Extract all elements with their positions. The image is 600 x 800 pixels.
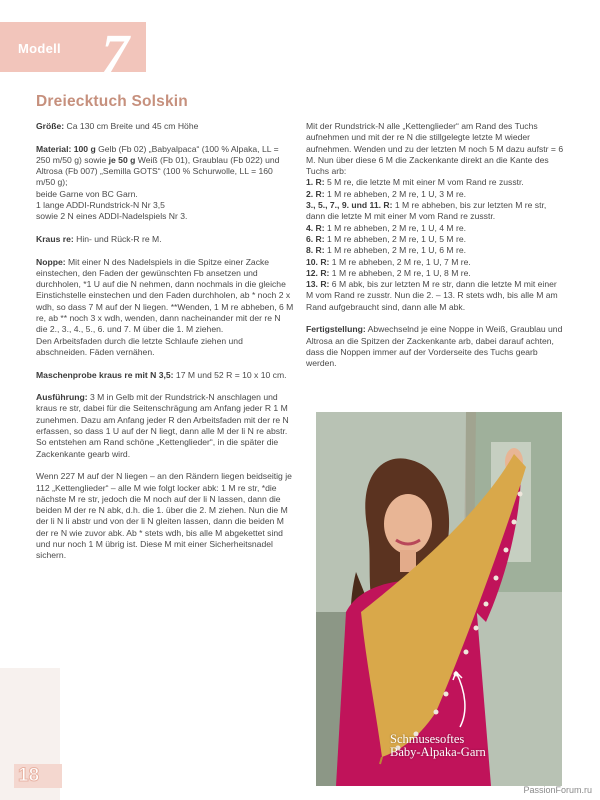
- row-text: 1 M re abheben, 2 M re, 1 U, 3 M re.: [324, 188, 467, 199]
- watermark: PassionForum.ru: [523, 785, 592, 795]
- row-instruction: [306, 234, 466, 244]
- material-needle-2: sowie 2 N eines ADDI-Nadelspiels Nr 3.: [36, 211, 188, 222]
- caption-line-2: Baby-Alpaka-Garn: [390, 745, 486, 759]
- execution-paragraph: [36, 392, 294, 460]
- row-label: 13. R:: [306, 279, 330, 290]
- edging-intro-text: Mit der Rundstrick-N alle „Kettenglieder“ am Rand des Tuchs aufnehmen und mit der re N die stillgelegte letzte M wieder aufnehmen. Wenden und zu der letzten M noch 5 M dazu aufstr = 6 M. Nun über diese 6 M die Zackenkante direkt an die Kante des Tuchs arb:: [306, 121, 564, 177]
- row-text: 1 M re abheben, 2 M re, 1 U, 8 M re.: [329, 267, 471, 278]
- finishing-text: Abwechselnd je eine Noppe in Weiß, Graublau und Altrosa an die Spitzen der Zackenkante arb, dabei darauf achten, dass die Noppen immer auf der Vorderseite des Tuchs gearb werden.: [306, 324, 563, 369]
- row-instruction: [306, 257, 471, 267]
- bind-off-text: Wenn 227 M auf der N liegen – an den Rändern liegen beidseitig je 112 „Kettenglieder“ – alle M wie folgt locker abk: 1 M re str, *die nächste M re str, jedoch die M noch auf der li N lassen, dann die beiden M der re N abk, d.h. die 1. über die 2. M ziehen. Nun die M der li N li abstr und von der li N gleiten lassen, dann die beiden M der re N wie zuvor abk. Ab * stets wdh, bis alle M abgekettet sind und nur noch 1 M übrig ist. Diese M mit einer Sicherheitsnadel sichern.: [36, 471, 292, 561]
- material-text: Gelb (Fb 02) „Babyalpaca“ (100 % Alpaka, LL = 250 m/50 g) sowie: [36, 143, 279, 165]
- material-label: Material:: [36, 143, 72, 154]
- row-text: 1 M re abheben, 2 M re, 1 U, 5 M re.: [324, 233, 467, 244]
- size-label: Größe:: [36, 121, 65, 131]
- page-number: [14, 764, 62, 788]
- noppe-text-2: Den Arbeitsfaden durch die letzte Schlaufe ziehen und abschneiden. Fäden vernähen.: [36, 335, 243, 357]
- material-needle-1: 1 lange ADDI-Rundstrick-N Nr 3,5: [36, 200, 165, 211]
- size-text: Ca 130 cm Breite und 45 cm Höhe: [64, 121, 199, 131]
- instructions-left-column: [36, 121, 294, 573]
- material-text-2: Weiß (Fb 01), Graublau (Fb 022) und Altrosa (Fb 007) „Semilla GOTS“ (100 % Schurwolle, LL = 160 m/50 g);: [36, 154, 280, 188]
- row-label: 4. R:: [306, 222, 325, 233]
- finishing-paragraph: [306, 324, 564, 369]
- material-paragraph: [36, 144, 294, 223]
- material-amount: 100 g: [71, 143, 96, 154]
- row-text: 1 M re abheben, bis zur letzten M re str, dann die letzte M mit einer M vom Rand re zusstr.: [306, 200, 547, 222]
- row-text: 6 M abk, bis zur letzten M re str, dann die letzte M mit einer M vom Rand re zusstr. Nun die 2. – 13. R stets wdh, bis alle M am Rand aufgebraucht sind, dann alle M abk.: [306, 279, 558, 312]
- row-instruction: [306, 223, 466, 233]
- bind-off-paragraph: [36, 471, 294, 561]
- row-instruction: [306, 245, 466, 255]
- row-label: 12. R:: [306, 267, 330, 278]
- row-label: 1. R:: [306, 177, 325, 188]
- execution-text: 3 M in Gelb mit der Rundstrick-N anschlagen und kraus re str, dabei für die Seitenschrägung am Anfang jeder R 1 M zunehmen. Dazu am Anfang jeder R den Arbeitsfaden mit der re N erfassen, so dass 1 U auf der N liegt, dann alle M der li N re abstr. So entstehen am Rand schöne „Kettenglieder“, in die später die Zackenkante gearb wird.: [36, 392, 289, 459]
- row-instruction: [306, 200, 546, 221]
- edging-paragraph: [306, 121, 564, 313]
- photo-caption: [390, 733, 540, 759]
- gauge-paragraph: [36, 370, 294, 381]
- size-paragraph: [36, 121, 294, 132]
- noppe-text: Mit einer N des Nadelspiels in die Spitze einer Zacke einstechen, den Faden der gewünschten Fb ansetzen und durchholen, *1 U auf die N nehmen, dann nochmals in die gleiche Einstichstelle einstechen und den Faden durchholen, ab * noch 2 x wdh, so dass 7 M auf der N liegen. **Wenden, 1 M re abheben, 6 M re, ab ** noch 3 x wdh, wenden, dann nacheinander mit der re N die 2., 3., 4., 5., 6. und 7. M über die 1. M ziehen.: [36, 256, 294, 335]
- model-label: Modell: [18, 41, 61, 56]
- gauge-text: 17 M und 52 R = 10 x 10 cm.: [173, 369, 287, 380]
- row-instruction: [306, 279, 558, 312]
- execution-label: Ausführung:: [36, 392, 88, 403]
- row-text: 1 M re abheben, 2 M re, 1 U, 4 M re.: [324, 222, 467, 233]
- model-photo: [316, 412, 562, 786]
- finishing-label: Fertigstellung:: [306, 324, 366, 335]
- row-label: 6. R:: [306, 233, 325, 244]
- row-label: 8. R:: [306, 245, 325, 256]
- row-label: 10. R:: [306, 256, 330, 267]
- woman-with-shawl-illustration: [316, 412, 562, 786]
- row-instruction: [306, 177, 524, 187]
- material-text-3: beide Garne von BC Garn.: [36, 188, 138, 199]
- instructions-right-column: [306, 121, 564, 381]
- row-text: 5 M re, die letzte M mit einer M vom Rand re zusstr.: [324, 177, 524, 188]
- row-label: 3., 5., 7., 9. und 11. R:: [306, 200, 393, 211]
- gauge-label: Maschenprobe kraus re mit N 3,5:: [36, 369, 174, 380]
- material-amount-2: je 50 g: [108, 154, 136, 165]
- kraus-label: Kraus re:: [36, 233, 74, 244]
- page-number-text: 18: [18, 765, 40, 786]
- page-title: Dreiecktuch Solskin: [36, 93, 188, 110]
- model-header-tab: [0, 22, 146, 86]
- kraus-paragraph: [36, 234, 294, 245]
- model-number: 7: [101, 24, 129, 86]
- row-label: 2. R:: [306, 188, 325, 199]
- row-instruction: [306, 268, 471, 278]
- caption-line-1: Schmusesoftes: [390, 732, 465, 746]
- noppe-paragraph: [36, 257, 294, 359]
- row-instruction: [306, 189, 466, 199]
- kraus-text: Hin- und Rück-R re M.: [73, 233, 162, 244]
- row-text: 1 M re abheben, 2 M re, 1 U, 6 M re.: [324, 245, 467, 256]
- noppe-label: Noppe:: [36, 256, 66, 267]
- row-text: 1 M re abheben, 2 M re, 1 U, 7 M re.: [329, 256, 471, 267]
